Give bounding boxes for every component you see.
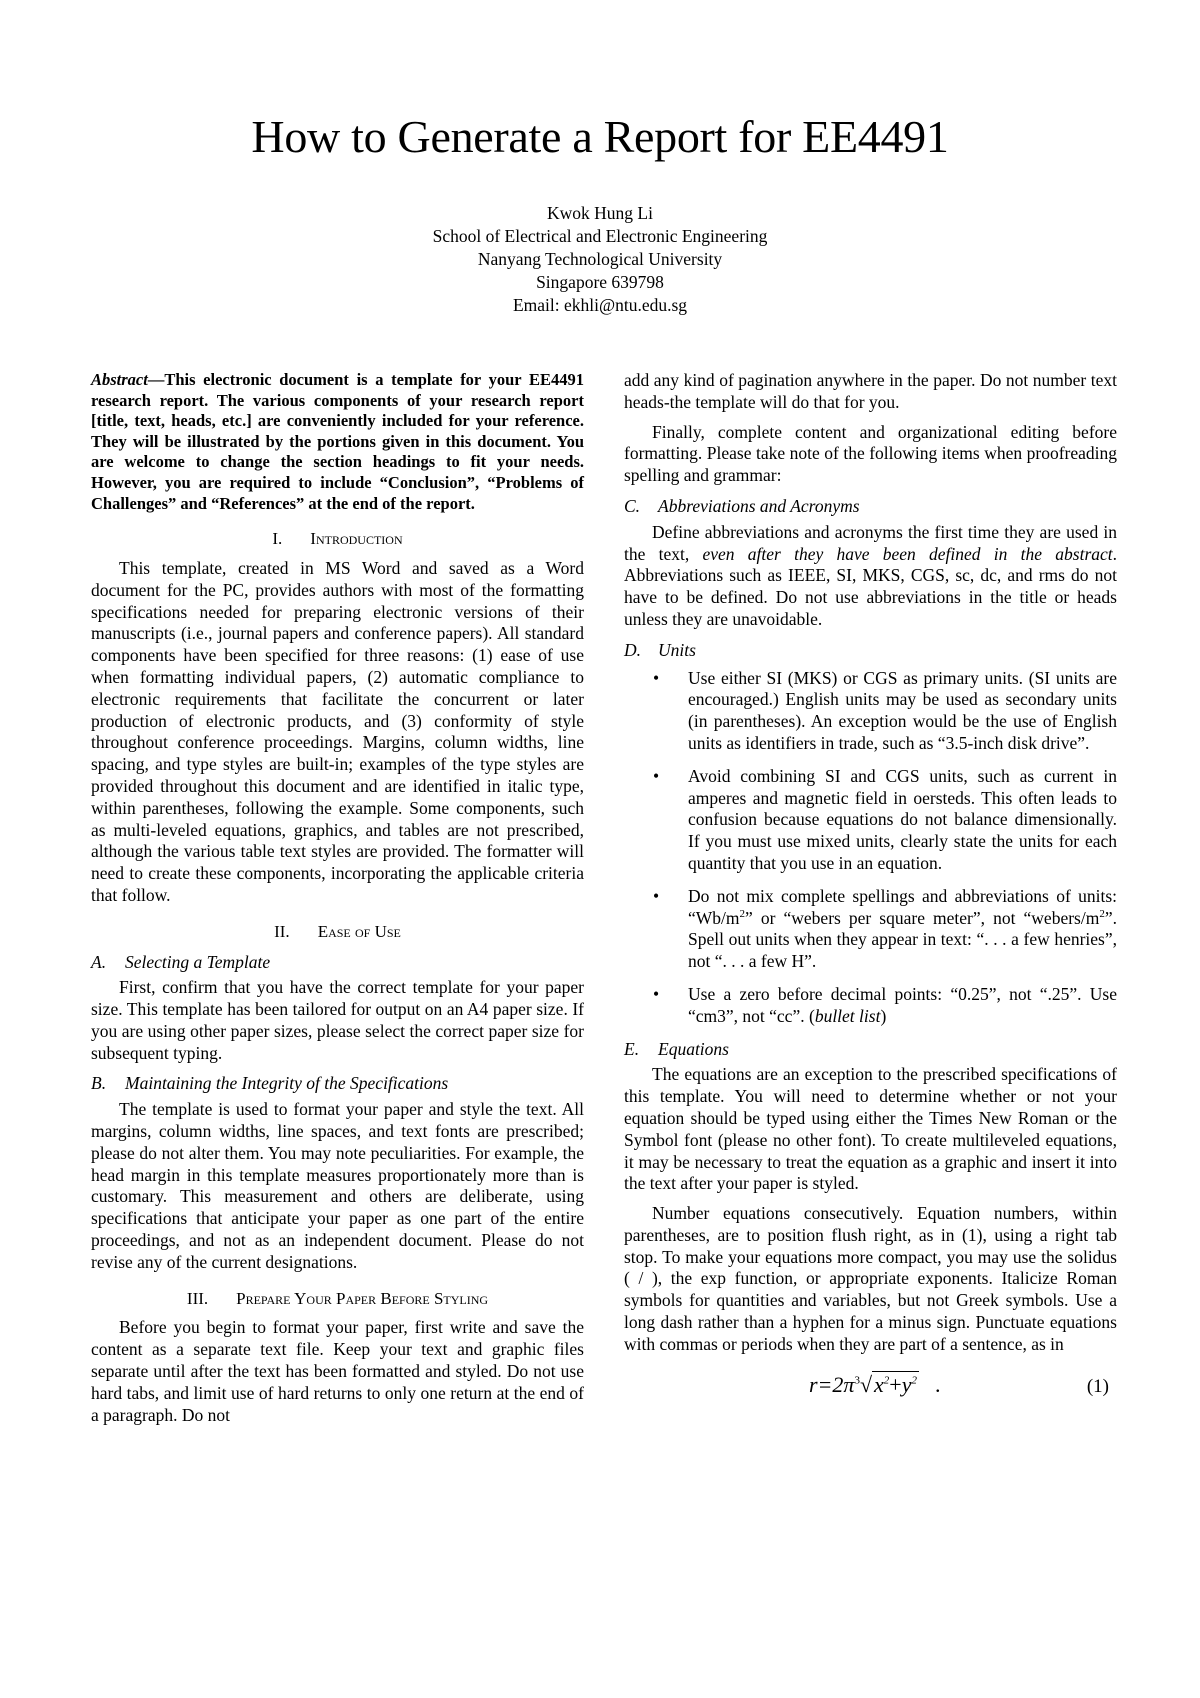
section-heading-introduction (91, 528, 584, 550)
prepare-paragraph: Before you begin to format your paper, first write and save the content as a separate text file. Keep your text and graphic files separate until after the text has been formatted and styled. Do not use hard tabs, and limit use of hard returns to only one return at the end of a paragraph. Do not (91, 1317, 584, 1425)
subsection-title: Selecting a Template (125, 951, 271, 972)
subsection-heading-abbreviations (624, 496, 1117, 518)
subsection-letter: A. (91, 951, 107, 972)
bullet-icon: • (653, 667, 660, 688)
section-heading-prepare (91, 1288, 584, 1310)
equation-number: (1) (1086, 1375, 1109, 1397)
selecting-template-paragraph: First, confirm that you have the correct template for your paper size. This template has been tailored for output on an A4 paper size. If you are using other paper sizes, please select the correct paper size for subsequent typing. (91, 977, 584, 1063)
section-title: Prepare Your Paper Before Styling (236, 1288, 489, 1308)
subsection-heading-integrity (91, 1073, 584, 1095)
emphasis-text: even after they have been defined in the abstract (702, 543, 1113, 564)
integrity-paragraph: The template is used to format your paper and style the text. All margins, column widths, line spaces, and text fonts are prescribed; please do not alter them. You may note peculiarities. For example, the head margin in this template measures proportionately more than is customary. This measurement and others are deliberate, using specifications that anticipate your paper as one part of the entire proceedings, and not as an independent document. Please do not revise any of the current designations. (91, 1099, 584, 1272)
subsection-title: Units (658, 639, 696, 660)
list-item: • Avoid combining SI and CGS units, such as current in amperes and magnetic field in oersteds. This often leads to confusion because equations do not balance dimensionally. If you must use mixed units, clearly state the units for each quantity that you use in an equation. (653, 765, 1117, 873)
radical-icon: √ (859, 1371, 873, 1397)
section-title: Introduction (310, 529, 403, 549)
left-column (91, 370, 584, 1426)
subsection-title: Equations (658, 1038, 729, 1059)
radicand: $x^2+y^2$ (874, 1371, 917, 1397)
right-column (624, 370, 1117, 1414)
author-name: Kwok Hung Li (547, 203, 653, 223)
equations-paragraph-2: Number equations consecutively. Equation numbers, within parentheses, are to position flush right, as in (1), using a right tab stop. To make your equations more compact, you may use the solidus ( / ), the exp function, or appropriate exponents. Italicize Roman symbols for quantities and variables, but not Greek symbols. Use a long dash rather than a hyphen for a minus sign. Punctuate equations with commas or periods when they are part of a sentence, as in (624, 1203, 1117, 1354)
subsection-title: Maintaining the Integrity of the Specifications (125, 1073, 449, 1094)
equations-paragraph-1: The equations are an exception to the prescribed specifications of this template. You will need to determine whether or not your equation should be typed using either the Times New Roman or the Symbol font (please no other font). To create multileveled equations, it may be necessary to treat the equation as a graphic and insert it into the text after your paper is styled. (624, 1064, 1117, 1194)
prepare-paragraph-continued: add any kind of pagination anywhere in the paper. Do not number text heads-the template will do that for you. (624, 370, 1117, 412)
abstract-lead: Abstract (91, 370, 148, 389)
bullet-icon: • (653, 885, 660, 906)
subsection-letter: B. (91, 1073, 107, 1094)
bullet-icon: • (653, 983, 660, 1004)
abstract (91, 370, 584, 514)
list-item: • Do not mix complete spellings and abbreviations of units: “$Wb/m^2$” or “webers per square meter”, not “$webers/m^2$”. Spell out units when they appear in text: “. . . a few henries”, not “. . . a few H”. (653, 885, 1117, 972)
abbreviations-paragraph: Define abbreviations and acronyms the first time they are used in the text, even after they have been defined in the abstract. Abbreviations such as IEEE, SI, MKS, CGS, sc, dc, and rms do not have to be defined. Do not use abbreviations in the title or heads unless they are unavoidable. (624, 521, 1118, 629)
bullet-icon: • (653, 765, 660, 786)
list-item: • Use a zero before decimal points: “0.25”, not “.25”. Use “cm3”, not “cc”. (bullet list) (653, 983, 1117, 1026)
equation-1 (624, 1371, 1117, 1414)
equation-expression: $r=2\pi^3√x^2+y^2$ . (809, 1371, 941, 1397)
finally-paragraph: Finally, complete content and organizational editing before formatting. Please take note of the following items when proofreading spelling and grammar: (624, 421, 1117, 486)
abstract-text: —This electronic document is a template for your EE4491 research report. The various components of your research report [title, text, heads, etc.] are conveniently included for your reference. They will be illustrated by the portions given in this document. You are welcome to change the section headings to fit your needs. However, you are required to include “Conclusion”, “Problems of Challenges” and “References” at the end of the report. (91, 370, 584, 513)
subsection-letter: E. (624, 1038, 640, 1059)
author-school: School of Electrical and Electronic Engineering (432, 226, 768, 246)
section-number: III. (186, 1288, 209, 1308)
author-block (0, 202, 1200, 317)
author-city: Singapore 639798 (536, 272, 664, 292)
author-email: Email: ekhli@ntu.edu.sg (512, 295, 688, 315)
subsection-heading-equations (624, 1039, 1117, 1061)
section-heading-ease-of-use (91, 921, 584, 943)
paper-title: How to Generate a Report for EE4491 (251, 111, 949, 162)
section-number: I. (272, 529, 283, 549)
subsection-letter: C. (624, 495, 641, 516)
subsection-title: Abbreviations and Acronyms (658, 495, 860, 516)
subsection-letter: D. (624, 639, 642, 660)
list-item: • Use either SI (MKS) or CGS as primary units. (SI units are encouraged.) English units may be used as secondary units (in parentheses). An exception would be the use of English units as identifiers in trade, such as “3.5-inch disk drive”. (653, 667, 1117, 753)
section-title: Ease of Use (317, 921, 401, 941)
root-index: 3 (854, 1374, 860, 1387)
units-bullet-list (624, 668, 1117, 1028)
subsection-heading-units (624, 640, 1117, 662)
subsection-heading-selecting-template (91, 952, 584, 974)
author-university: Nanyang Technological University (477, 249, 723, 269)
introduction-paragraph: This template, created in MS Word and saved as a Word document for the PC, provides authors with most of the formatting specifications needed for preparing electronic versions of their manuscripts (i.e., journal papers and conference papers). All standard components have been specified for three reasons: (1) ease of use when formatting individual papers, (2) automatic compliance to electronic requirements that facilitate the concurrent or later production of electronic products, and (3) conformity of style throughout conference proceedings. Margins, column widths, line spacing, and type styles are built-in; examples of the type styles are provided throughout this document and are identified in italic type, within parentheses, following the example. Some components, such as multi-leveled equations, graphics, and tables are not prescribed, although the various table text styles are provided. The formatter will need to create these components, incorporating the applicable criteria that follow. (91, 557, 584, 905)
section-number: II. (274, 921, 290, 941)
